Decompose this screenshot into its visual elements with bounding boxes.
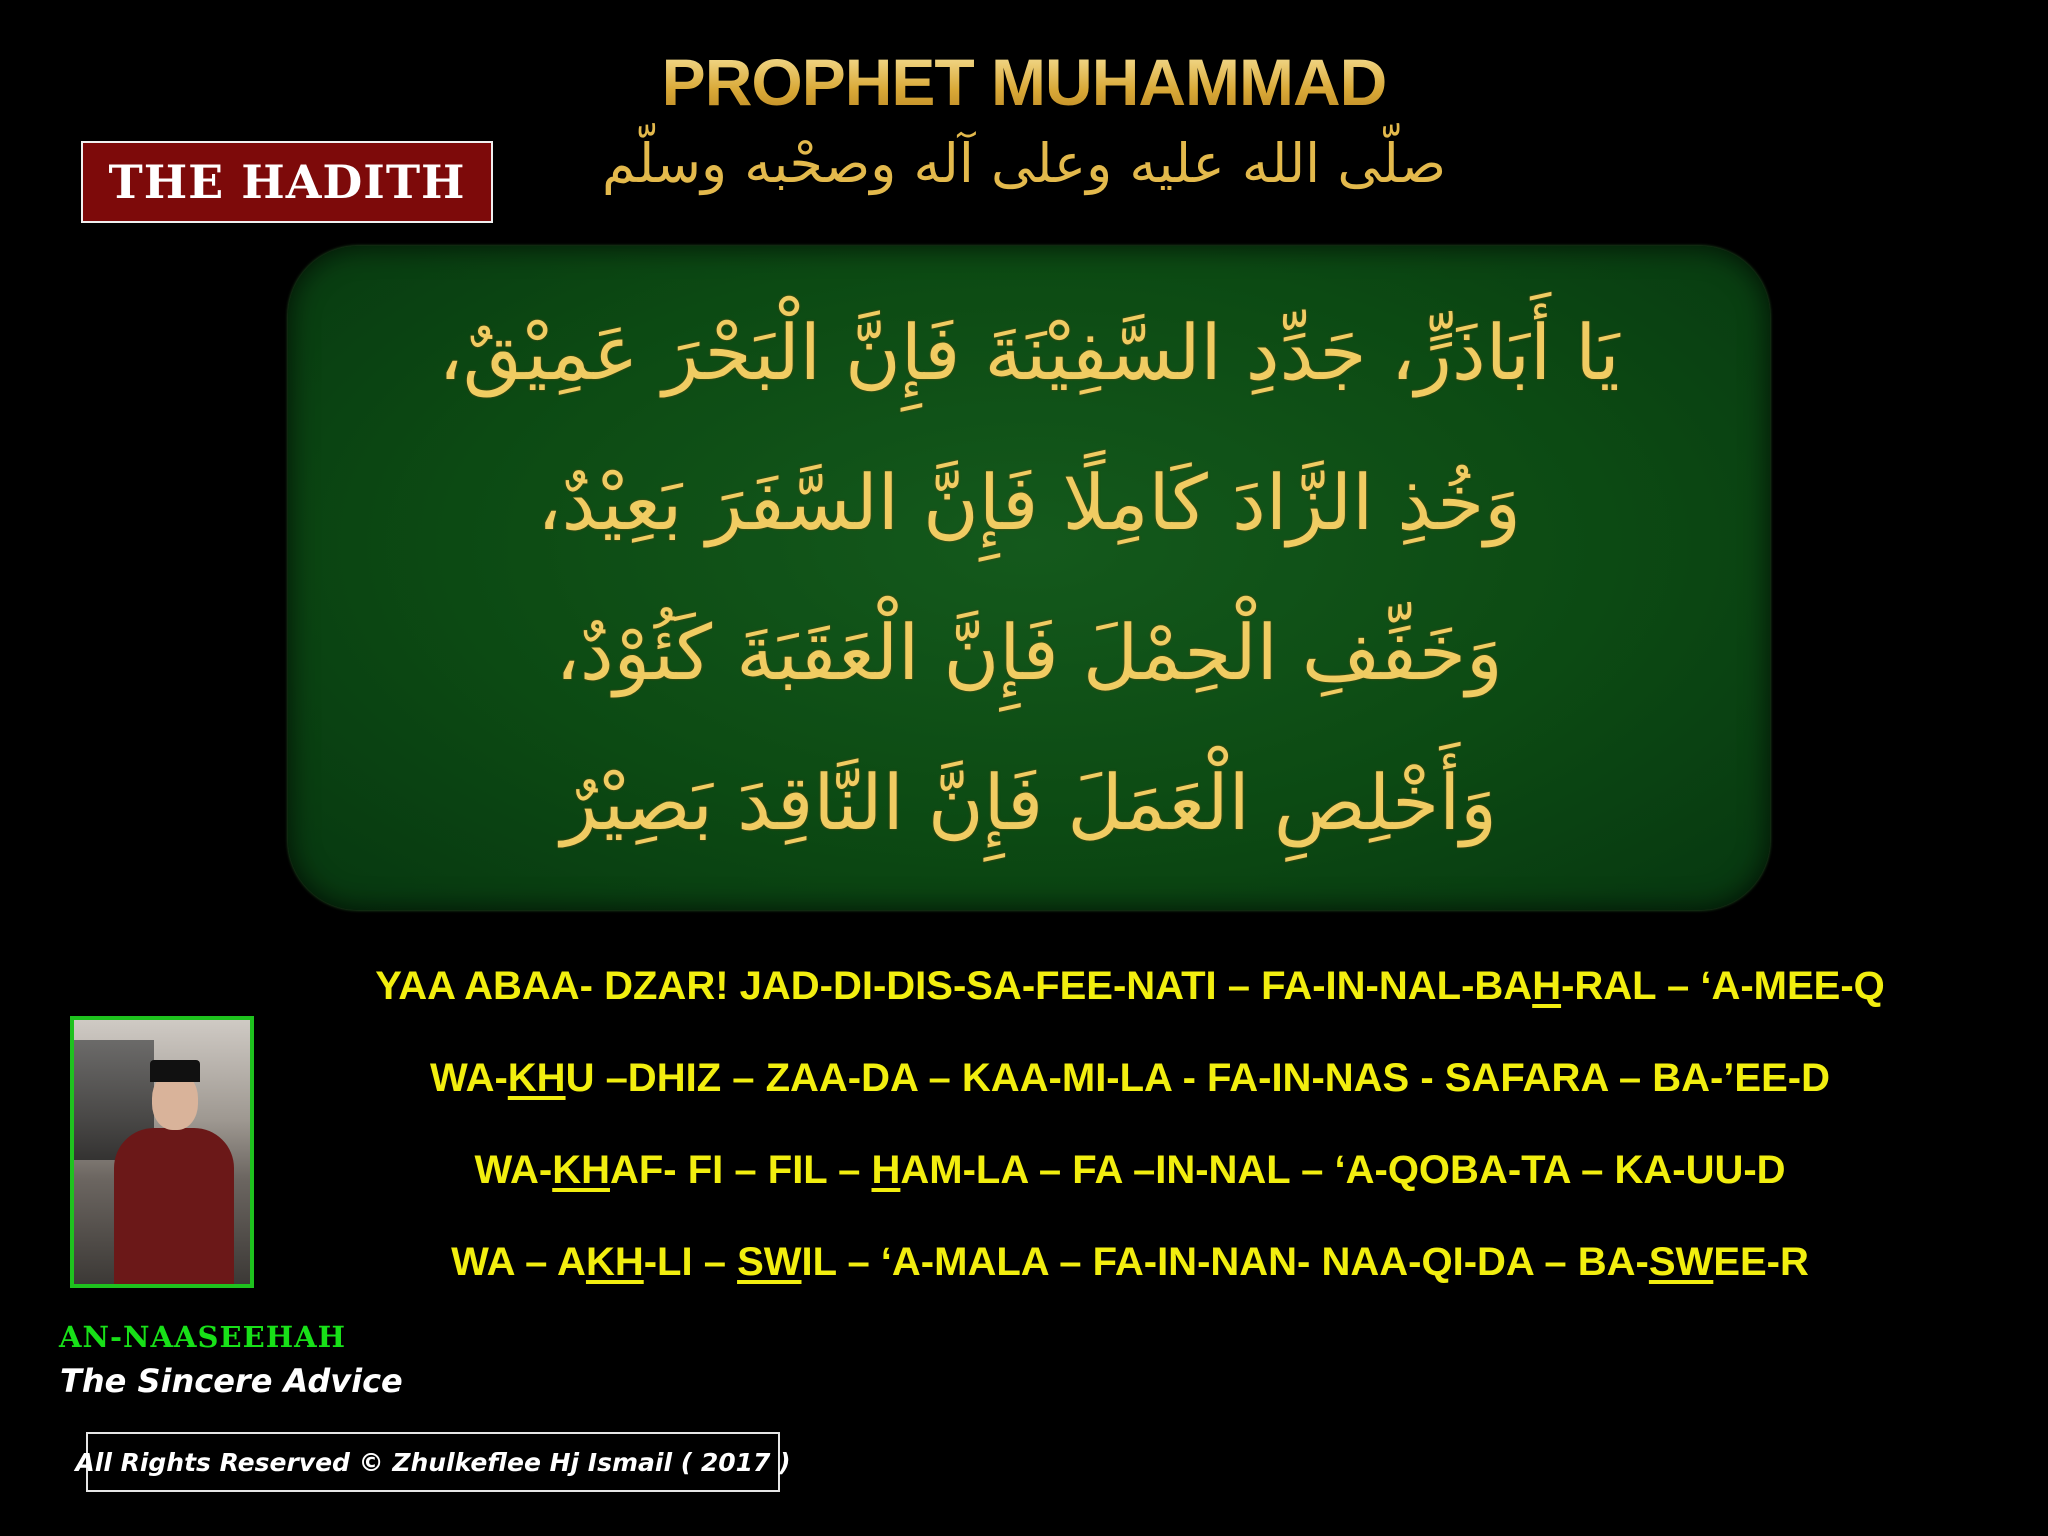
copyright-box — [75, 1432, 791, 1492]
text-segment: YAA ABAA- DZAR! JAD-DI-DIS-SA-FEE-NATI – FA-IN-NAL-BA — [375, 964, 1533, 1008]
underlined-segment: SW — [737, 1240, 802, 1284]
text-segment: -LI – — [643, 1240, 738, 1284]
brand-name: AN-NAASEEHAH — [59, 1320, 347, 1354]
underlined-segment: KH — [585, 1240, 644, 1284]
text-segment: IL – ‘A-MALA – FA-IN-NAN- NAA-QI-DA – BA- — [801, 1240, 1649, 1284]
underlined-segment: H — [1532, 964, 1562, 1008]
arabic-line-1: يَا أَبَاذَرٍّ، جَدِّدِ السَّفِيْنَةَ فَإِنَّ الْبَحْرَ عَمِيْقٌ، — [438, 308, 1620, 397]
text-segment: AM-LA – FA –IN-NAL – ‘A-QOBA-TA – KA-UU-D — [900, 1148, 1786, 1192]
arabic-line-2: وَخُذِ الزَّادَ كَامِلًا فَإِنَّ السَّفَرَ بَعِيْدٌ، — [537, 458, 1521, 547]
underlined-segment: KH — [507, 1056, 566, 1100]
text-segment: WA – A — [451, 1240, 586, 1284]
page-title: PROPHET MUHAMMAD — [0, 44, 2048, 120]
text-segment: WA- — [430, 1056, 508, 1100]
transliteration-line-4 — [220, 1240, 2040, 1285]
text-segment: -RAL – ‘A-MEE-Q — [1561, 964, 1885, 1008]
transliteration-line-3 — [220, 1148, 2040, 1193]
text-segment: U –DHIZ – ZAA-DA – KAA-MI-LA - FA-IN-NAS - SAFARA – BA-’EE-D — [565, 1056, 1830, 1100]
transliteration-line-1 — [220, 964, 2040, 1009]
hadith-arabic-panel — [288, 246, 1770, 910]
copyright-text: All Rights Reserved © Zhulkeflee Hj Ismail ( 2017 ) — [75, 1447, 791, 1477]
text-segment: WA- — [474, 1148, 553, 1192]
underlined-segment: KH — [552, 1148, 610, 1192]
text-segment: AF- FI – FIL – — [609, 1148, 872, 1192]
hadith-badge-label: THE HADITH — [108, 155, 466, 209]
text-segment: EE-R — [1713, 1240, 1809, 1284]
arabic-line-4: وَأَخْلِصِ الْعَمَلَ فَإِنَّ النَّاقِدَ بَصِيْرٌ — [561, 758, 1497, 847]
underlined-segment: SW — [1648, 1240, 1714, 1284]
author-photo — [70, 1016, 254, 1288]
brand-tagline: The Sincere Advice — [60, 1362, 403, 1400]
hadith-badge — [81, 141, 493, 223]
arabic-salutation: صلّى الله عليه وعلى آله وصحْبه وسلّم — [601, 132, 1447, 195]
transliteration-line-2 — [220, 1056, 2040, 1101]
underlined-segment: H — [871, 1148, 901, 1192]
arabic-line-3: وَخَفِّفِ الْحِمْلَ فَإِنَّ الْعَقَبَةَ كَئُوْدٌ، — [555, 608, 1503, 697]
